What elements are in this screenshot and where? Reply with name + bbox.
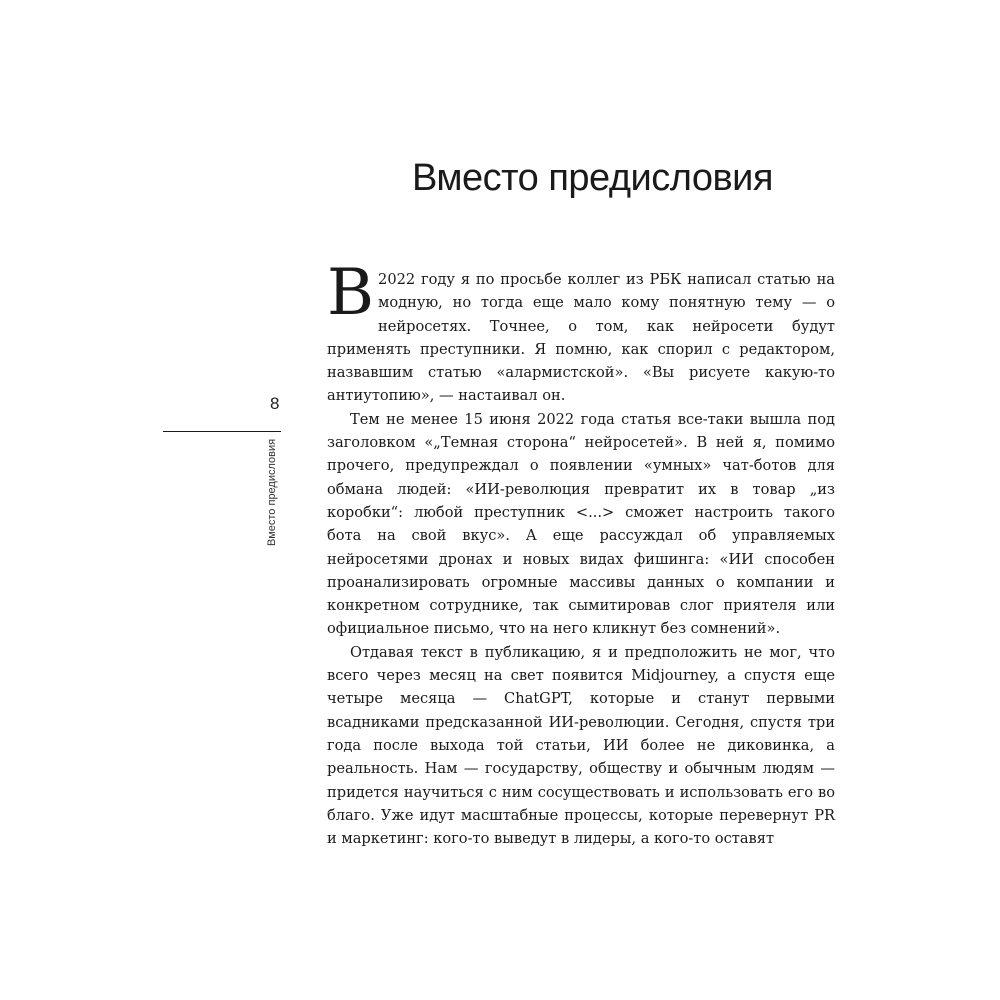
- page-number: 8: [270, 394, 280, 413]
- chapter-title: Вместо предисловия: [412, 157, 773, 199]
- paragraph-1: [327, 256, 835, 408]
- paragraph-2-text: Тем не менее 15 июня 2022 года статья все-таки вышла под заголовком «„Темная сторона“ нейросетей». В ней я, помимо прочего, предупреждал о появлении «умных» чат-ботов для обмана людей: «ИИ-революция превратит их в товар „из коробки“: любой преступник <...> сможет настроить такого бота на свой вкус». А еще рассуждал об управляемых нейросетями дронах и новых видах фишинга: «ИИ способен проанализировать огромные массивы данных о компании и конкретном сотруднике, так сымитировав слог приятеля или официальное письмо, что на него кликнут без сомнений».: [327, 410, 835, 638]
- drop-cap: В: [327, 256, 375, 330]
- paragraph-3-text: Отдавая текст в публикацию, я и предположить не мог, что всего через месяц на свет появится Midjourney, а спустя еще четыре месяца — ChatGPT, которые и станут первыми всадниками предсказанной ИИ-революции. Сегодня, спустя три года после выхода той статьи, ИИ более не диковинка, а реальность. Нам — государству, обществу и обычным людям — придется научиться с ним сосуществовать и использовать его во благо. Уже идут масштабные процессы, которые перевернут PR и маркетинг: кого-то выведут в лидеры, а кого-то оставят: [327, 643, 835, 848]
- paragraph-3: [327, 641, 835, 851]
- running-head: Вместо предисловия: [266, 438, 278, 546]
- margin-rule: [163, 431, 281, 432]
- paragraph-2: [327, 408, 835, 641]
- body-text: [327, 256, 835, 850]
- paragraph-1-text: 2022 году я по просьбе коллег из РБК написал статью на модную, но тогда еще мало кому понятную тему — о нейросетях. Точнее, о том, как нейросети будут применять преступники. Я помню, как спорил с редактором, назвавшим статью «алармистской». «Вы рисуете какую-то антиутопию», — настаивал он.: [327, 271, 835, 405]
